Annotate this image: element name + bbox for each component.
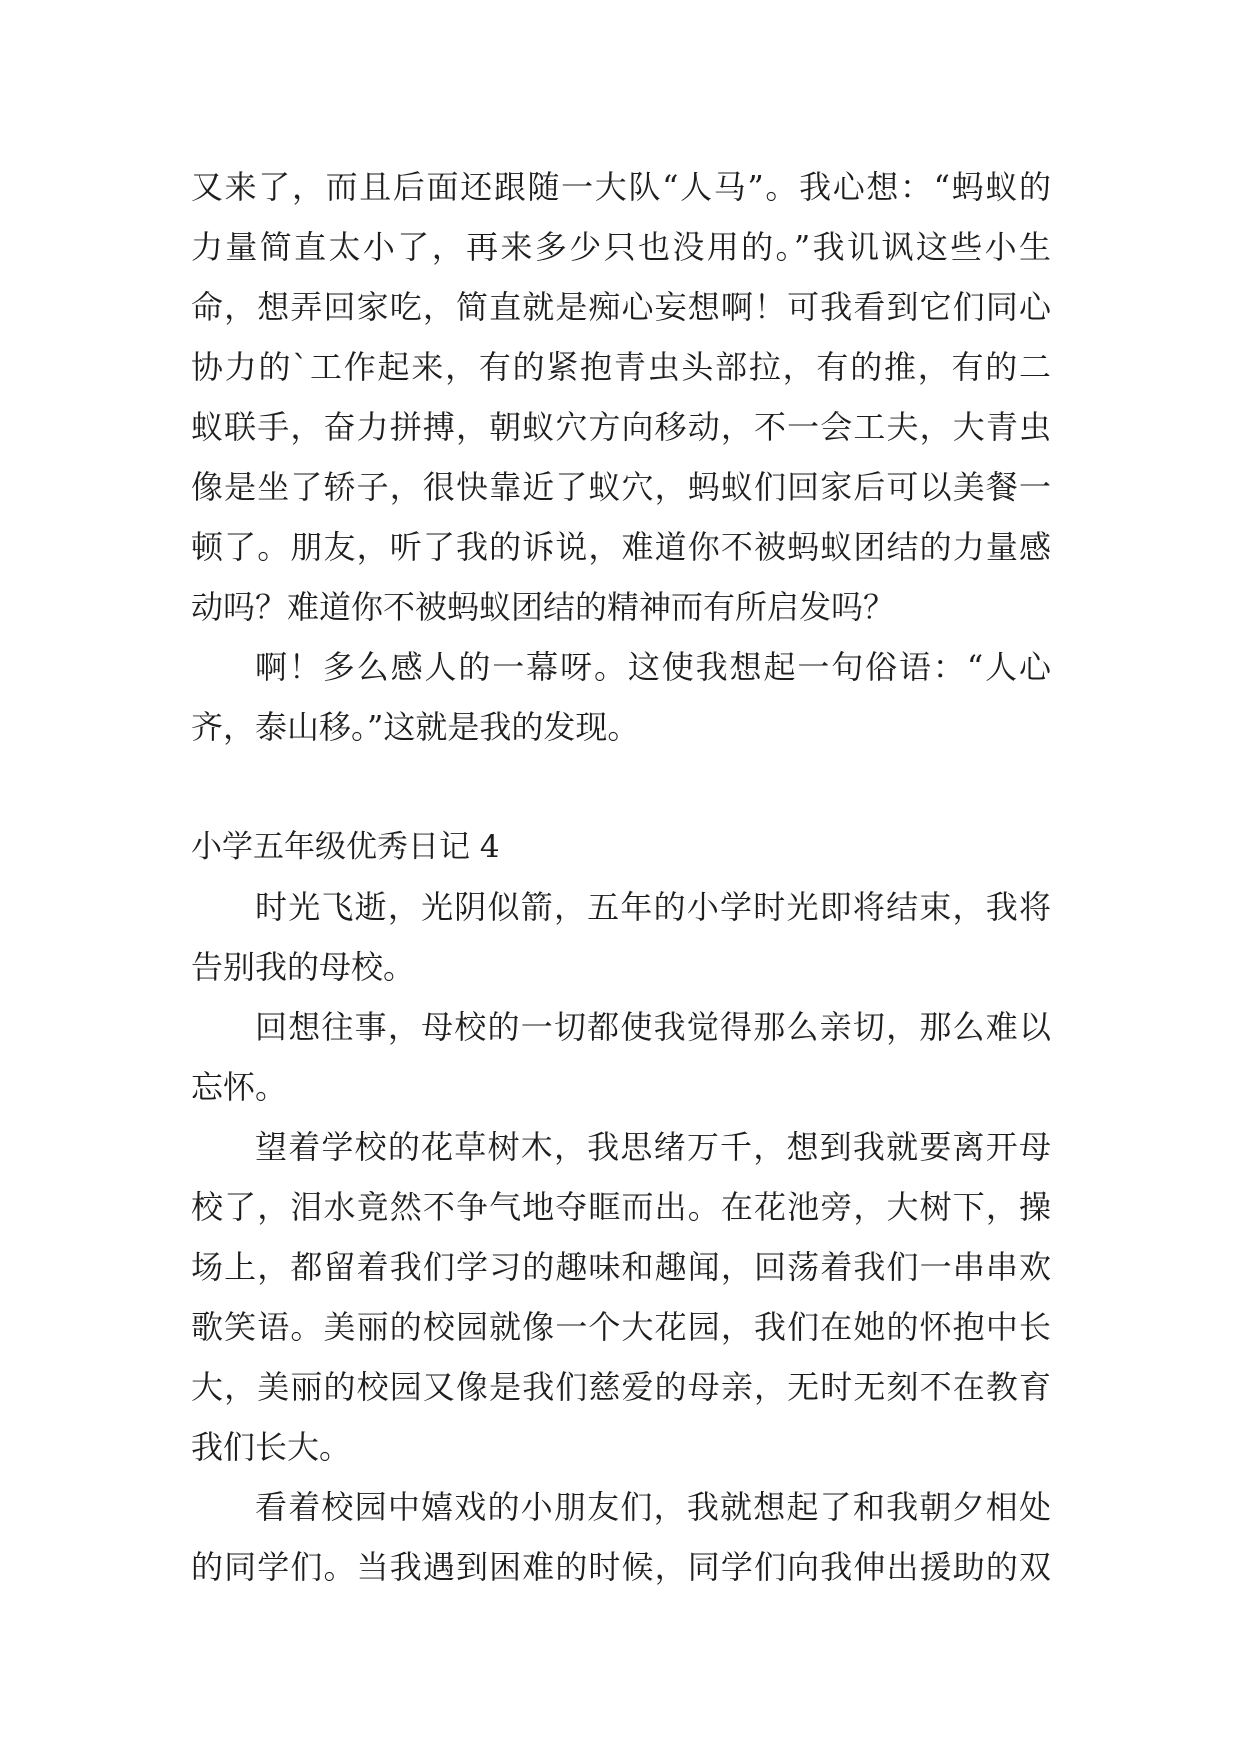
paragraph bbox=[191, 637, 1051, 757]
section-heading: 小学五年级优秀日记 4 bbox=[191, 829, 500, 865]
text-section-before bbox=[191, 157, 1051, 757]
text-line: 告别我的母校。 bbox=[191, 948, 416, 986]
paragraph bbox=[191, 1477, 1051, 1597]
paragraph bbox=[191, 1117, 1051, 1477]
text-line: 忘怀。 bbox=[191, 1068, 288, 1106]
text-line: 的同学们。当我遇到困难的时候，同学们向我伸出援助的双 bbox=[191, 1548, 1051, 1586]
text-line: 场上，都留着我们学习的趣味和趣闻，回荡着我们一串串欢 bbox=[191, 1248, 1051, 1286]
text-line: 蚁联手，奋力拼搏，朝蚁穴方向移动，不一会工夫，大青虫 bbox=[191, 408, 1051, 446]
text-line: 齐，泰山移。”这就是我的发现。 bbox=[191, 708, 640, 746]
text-line: 又来了，而且后面还跟随一大队“人马”。我心想：“蚂蚁的 bbox=[191, 168, 1051, 206]
section-gap bbox=[191, 757, 1051, 817]
document-page bbox=[191, 157, 1051, 1597]
text-line: 协力的`工作起来，有的紧抱青虫头部拉，有的推，有的二 bbox=[191, 348, 1051, 386]
text-line: 我们长大。 bbox=[191, 1428, 352, 1466]
text-line: 望着学校的花草树木，我思绪万千，想到我就要离开母 bbox=[255, 1128, 1051, 1166]
text-line: 回想往事，母校的一切都使我觉得那么亲切，那么难以 bbox=[255, 1008, 1051, 1046]
text-line: 动吗？难道你不被蚂蚁团结的精神而有所启发吗？ bbox=[191, 588, 896, 626]
text-line: 时光飞逝，光阴似箭，五年的小学时光即将结束，我将 bbox=[255, 888, 1051, 926]
text-line: 大，美丽的校园又像是我们慈爱的母亲，无时无刻不在教育 bbox=[191, 1368, 1051, 1406]
paragraph bbox=[191, 877, 1051, 997]
paragraph bbox=[191, 997, 1051, 1117]
text-line: 像是坐了轿子，很快靠近了蚁穴，蚂蚁们回家后可以美餐一 bbox=[191, 468, 1051, 506]
text-line: 看着校园中嬉戏的小朋友们，我就想起了和我朝夕相处 bbox=[255, 1488, 1051, 1526]
text-line: 命，想弄回家吃，简直就是痴心妄想啊！可我看到它们同心 bbox=[191, 288, 1051, 326]
text-line: 啊！多么感人的一幕呀。这使我想起一句俗语：“人心 bbox=[255, 648, 1051, 686]
text-line: 顿了。朋友，听了我的诉说，难道你不被蚂蚁团结的力量感 bbox=[191, 528, 1051, 566]
text-line: 校了，泪水竟然不争气地夺眶而出。在花池旁，大树下，操 bbox=[191, 1188, 1051, 1226]
paragraph bbox=[191, 157, 1051, 637]
text-section-after bbox=[191, 877, 1051, 1597]
text-line: 歌笑语。美丽的校园就像一个大花园，我们在她的怀抱中长 bbox=[191, 1308, 1051, 1346]
text-line: 力量简直太小了，再来多少只也没用的。”我讥讽这些小生 bbox=[191, 228, 1051, 266]
